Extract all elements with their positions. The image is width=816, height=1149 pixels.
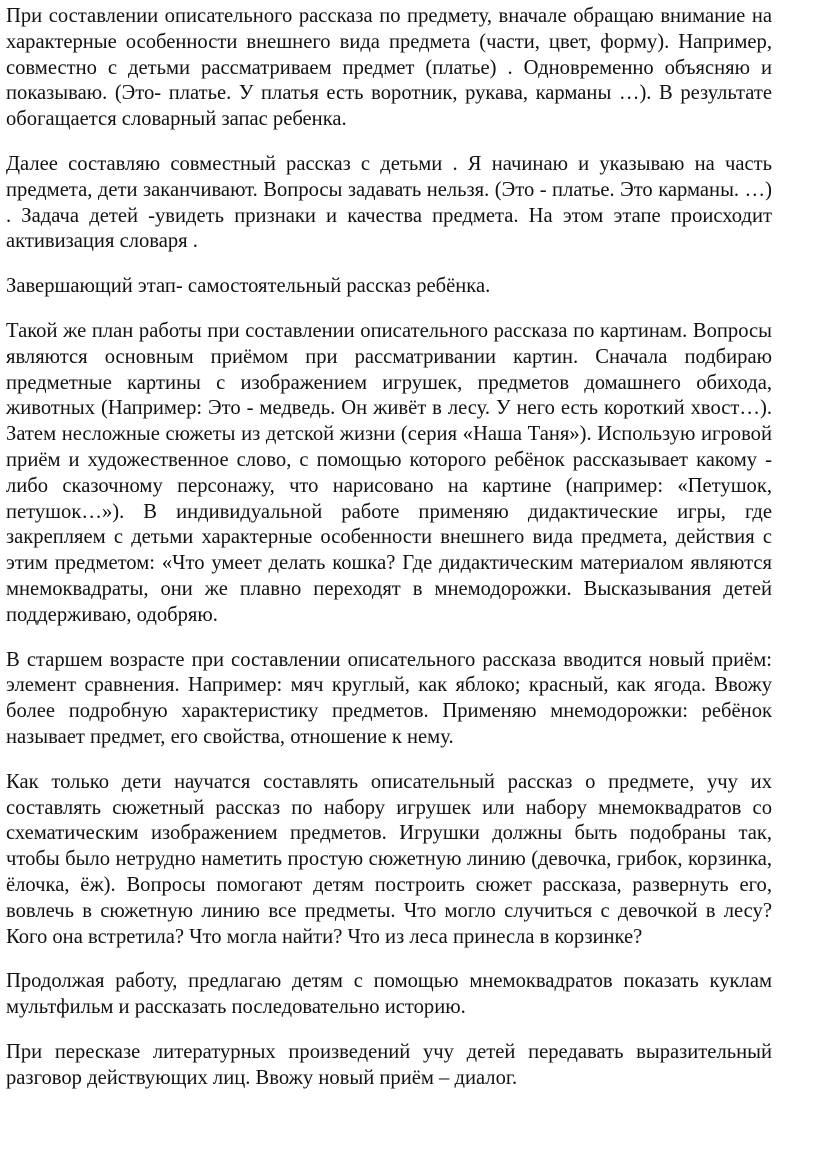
paragraph-2: Далее составляю совместный рассказ с детьми . Я начинаю и указываю на часть предмета, дети заканчивают. Вопросы задавать нельзя. (Это - платье. Это карманы. …) . Задача детей -увидеть признаки и качества предмета. На этом этапе происходит активизация словаря . [6, 152, 772, 253]
paragraph-8: При пересказе литературных произведений учу детей передавать выразительный разговор действующих лиц. Ввожу новый приём – диалог. [6, 1040, 772, 1089]
paragraph-6: Как только дети научатся составлять описательный рассказ о предмете, учу их составлять сюжетный рассказ по набору игрушек или набору мнемоквадратов со схематическим изображением предметов. Игрушки должны быть подобраны так, чтобы было нетрудно наметить простую сюжетную линию (девочка, грибок, корзинка, ёлочка, ёж). Вопросы помогают детям построить сюжет рассказа, развернуть его, вовлечь в сюжетную линию все предметы. Что могло случиться с девочкой в лесу? Кого она встретила? Что могла найти? Что из леса принесла в корзинке? [6, 770, 772, 948]
paragraph-1: При составлении описательного рассказа по предмету, вначале обращаю внимание на характерные особенности внешнего вида предмета (части, цвет, форму). Например, совместно с детьми рассматриваем предмет (платье) . Одновременно объясняю и показываю. (Это- платье. У платья есть воротник, рукава, карманы …). В результате обогащается словарный запас ребенка. [6, 5, 772, 131]
paragraph-3: Завершающий этап- самостоятельный рассказ ребёнка. [6, 275, 491, 298]
paragraph-5: В старшем возрасте при составлении описательного рассказа вводится новый приём: элемент сравнения. Например: мяч круглый, как яблоко; красный, как ягода. Ввожу более подробную характеристику предметов. Применяю мнемодорожки: ребёнок называет предмет, его свойства, отношение к нему. [6, 648, 772, 748]
paragraph-7: Продолжая работу, предлагаю детям с помощью мнемоквадратов показать куклам мультфильм и рассказать последовательно историю. [6, 970, 772, 1019]
paragraph-4: Такой же план работы при составлении описательного рассказа по картинам. Вопросы являются основным приёмом при рассматривании картин. Сначала подбираю предметные картины с изображением игрушек, предметов домашнего обихода, животных (Например: Это - медведь. Он живёт в лесу. У него есть короткий хвост…). Затем несложные сюжеты из детской жизни (серия «Наша Таня»). Использую игровой приём и художественное слово, с помощью которого ребёнок рассказывает какому - либо сказочному персонажу, что нарисовано на картине (например: «Петушок, петушок…»). В индивидуальной работе применяю дидактические игры, где закрепляем с детьми характерные особенности внешнего вида предмета, действия с этим предметом: «Что умеет делать кошка? Где дидактическим материалом являются мнемоквадраты, они же плавно переходят в мнемодорожки. Высказывания детей поддерживаю, одобряю. [6, 319, 772, 626]
